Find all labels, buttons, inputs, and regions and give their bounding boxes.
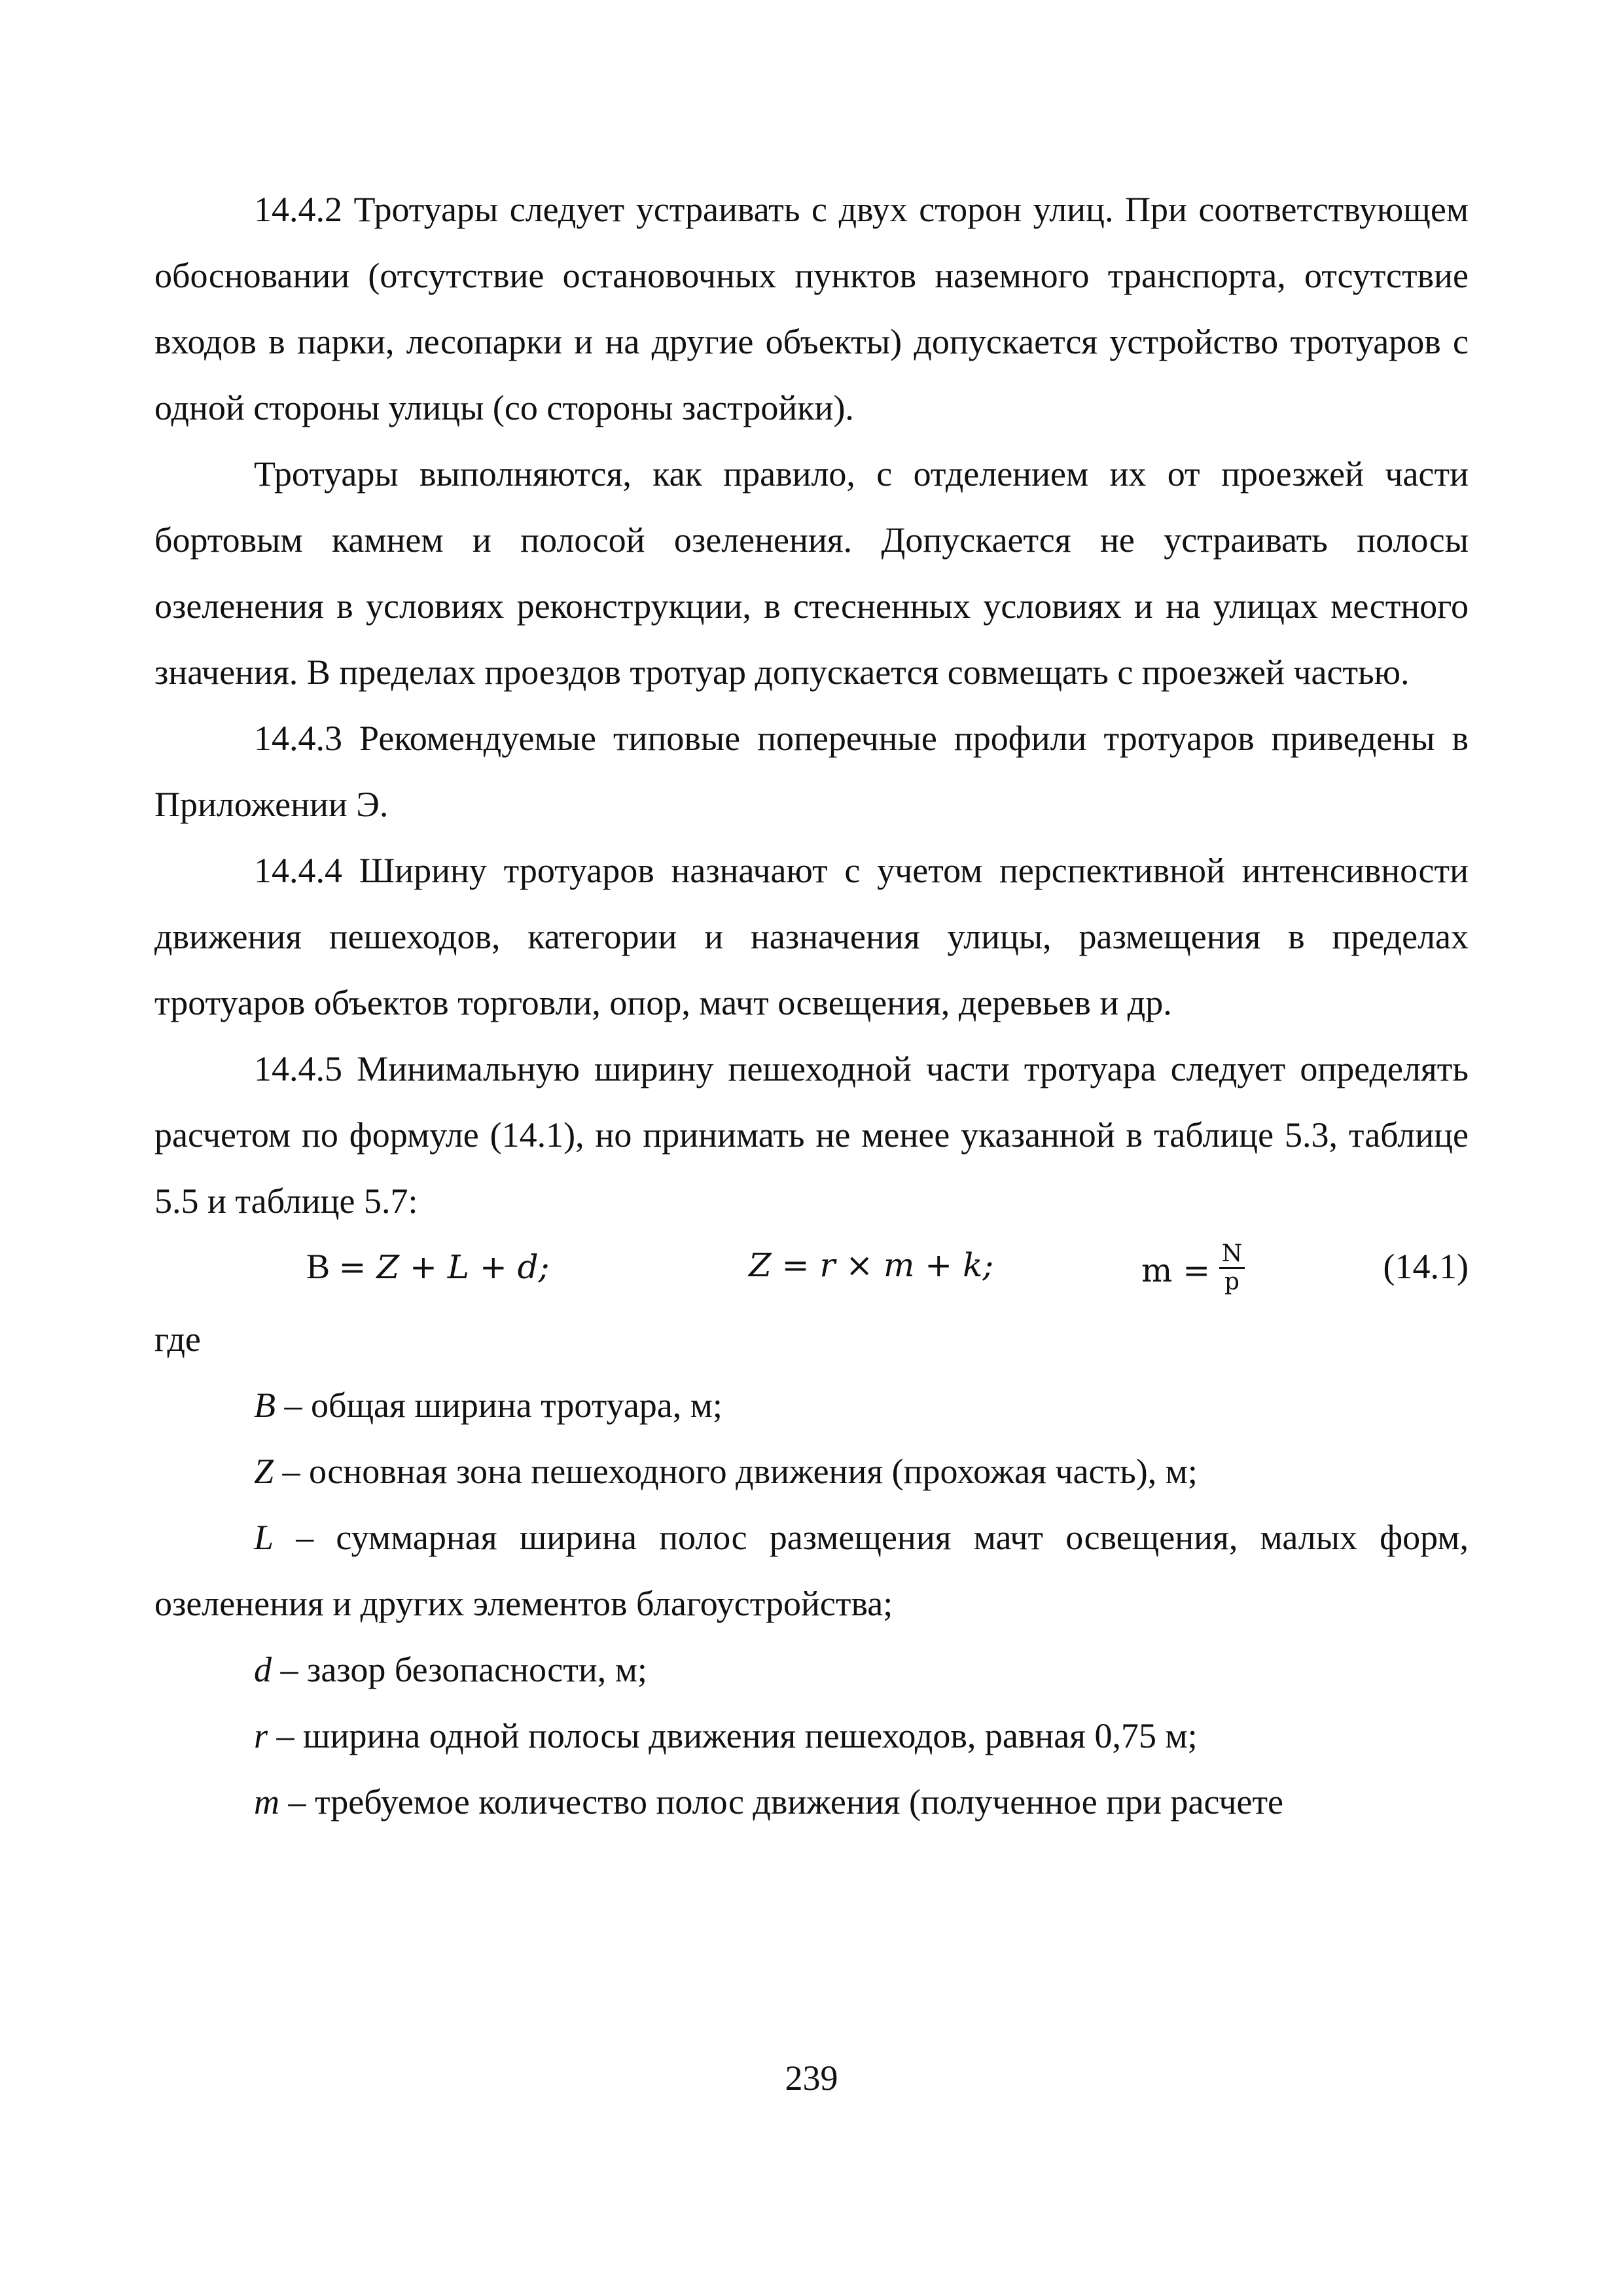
definition-m-text: – требуемое количество полос движения (полученное при расчете [279, 1782, 1284, 1821]
formula-part-b [306, 1246, 549, 1287]
definition-d [154, 1637, 1469, 1703]
formula-part-z: Z = r × m + k; [749, 1246, 994, 1284]
formula-fraction [1219, 1241, 1245, 1295]
definition-b-text: – общая ширина тротуара, м; [276, 1386, 722, 1425]
fraction-numerator: N [1219, 1241, 1245, 1269]
definition-b-var: B [254, 1386, 276, 1425]
definition-l [154, 1505, 1469, 1637]
page-number: 239 [785, 2058, 838, 2098]
fraction-denominator: p [1224, 1268, 1240, 1295]
definition-d-var: d [254, 1650, 272, 1689]
definition-b [154, 1372, 1469, 1439]
definition-r-text: – ширина одной полосы движения пешеходов, равная 0,75 м; [268, 1716, 1198, 1755]
paragraph-14-4-3: 14.4.3 Рекомендуемые типовые поперечные профили тротуаров приведены в Приложении Э. [154, 719, 1469, 824]
definition-r-var: r [254, 1716, 268, 1755]
formula-m-lhs: m = [1141, 1251, 1211, 1289]
formula-b-expression: = Z + L + d; [338, 1248, 550, 1286]
paragraph-14-4-5: 14.4.5 Минимальную ширину пешеходной части тротуара следует определять расчетом по формуле (14.1), но принимать не менее указанной в таблице 5.3, таблице 5.5 и таблице 5.7: [154, 1049, 1469, 1221]
formula-number: (14.1) [1383, 1247, 1469, 1286]
formula-14-1 [154, 1234, 1469, 1306]
where-label: где [154, 1319, 201, 1359]
paragraph-sidewalk-separation: Тротуары выполняются, как правило, с отделением их от проезжей части бортовым камнем и полосой озеленения. Допускается не устраивать полосы озеленения в условиях реконструкции, в стесненных условиях и на улицах местного значения. В пределах проездов тротуар допускается совмещать с проезжей частью. [154, 454, 1469, 692]
definition-z-var: Z [254, 1452, 274, 1491]
formula-b-symbol: В [306, 1247, 330, 1286]
definition-l-var: L [254, 1518, 274, 1557]
paragraph-14-4-4: 14.4.4 Ширину тротуаров назначают с учетом перспективной интенсивности движения пешеходов, категории и назначения улицы, размещения в пределах тротуаров объектов торговли, опор, мачт освещения, деревьев и др. [154, 851, 1469, 1022]
definition-m-var: m [254, 1782, 279, 1821]
paragraph-14-4-2: 14.4.2 Тротуары следует устраивать с двух сторон улиц. При соответствующем обосновании (отсутствие остановочных пунктов наземного транспорта, отсутствие входов в парки, лесопарки и на другие объекты) допускается устройство тротуаров с одной стороны улицы (со стороны застройки). [154, 190, 1469, 427]
definition-d-text: – зазор безопасности, м; [272, 1650, 647, 1689]
definition-z [154, 1439, 1469, 1505]
document-page [154, 177, 1469, 1835]
definition-z-text: – основная зона пешеходного движения (прохожая часть), м; [274, 1452, 1198, 1491]
definition-l-text: – суммарная ширина полос размещения мачт освещения, малых форм, озеленения и других элементов благоустройства; [154, 1518, 1469, 1623]
formula-part-m [1141, 1240, 1245, 1300]
definition-r [154, 1703, 1469, 1769]
definition-m [154, 1769, 1469, 1835]
